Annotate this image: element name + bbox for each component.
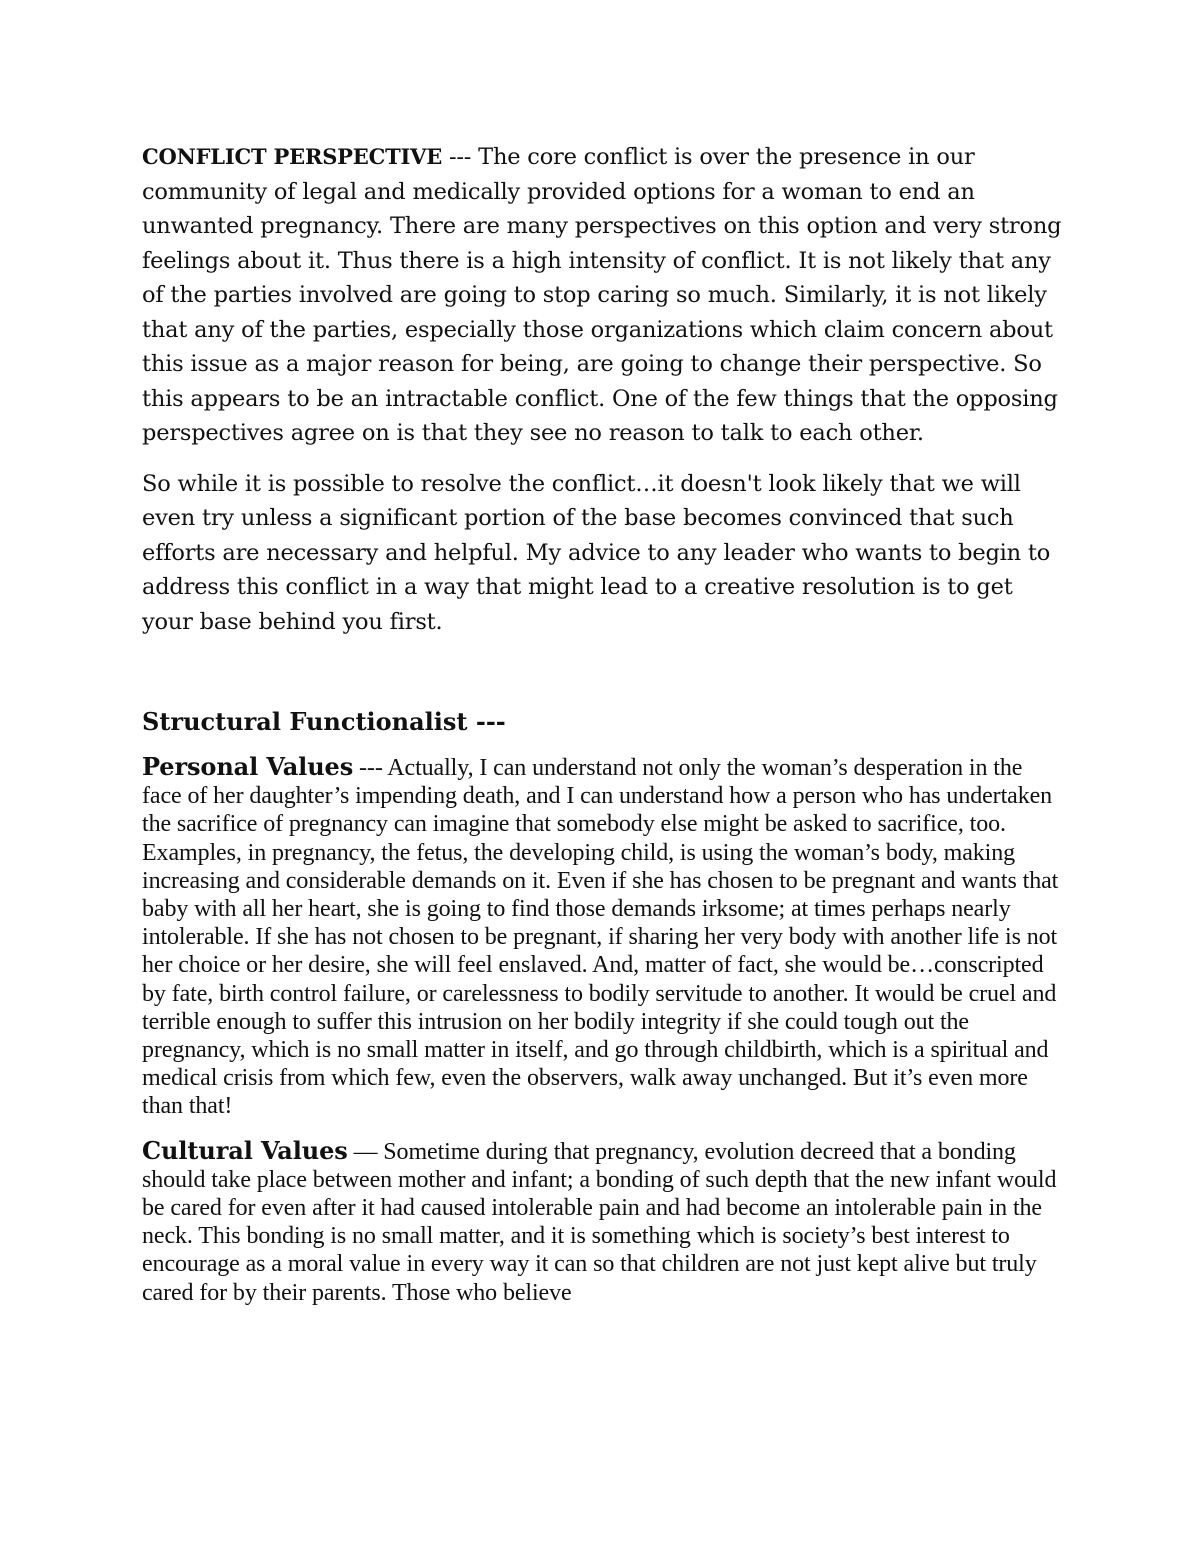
conflict-perspective-heading: CONFLICT PERSPECTIVE bbox=[142, 144, 443, 169]
personal-values-paragraph bbox=[142, 753, 1062, 1121]
conflict-followup-paragraph: So while it is possible to resolve the conflict…it doesn't look likely that we will even try unless a significant portion of the base becomes convinced that such efforts are necessary and helpful. My advice to any leader who wants to begin to address this conflict in a way that might lead to a creative resolution is to get your base behind you first. bbox=[142, 470, 1051, 635]
document-page bbox=[142, 140, 1062, 1323]
cultural-values-paragraph bbox=[142, 1137, 1062, 1307]
conflict-perspective-paragraph bbox=[142, 140, 1062, 451]
cultural-values-text: –– Sometime during that pregnancy, evolution decreed that a bonding should take place between mother and infant; a bonding of such depth that the new infant would be cared for even after it had caused intolerable pain and had become an intolerable pain in the neck. This bonding is no small matter, and it is something which is society’s best interest to encourage as a moral value in every way it can so that children are not just kept alive but truly cared for by their parents. Those who believe bbox=[142, 1138, 1057, 1306]
personal-values-text: --- Actually, I can understand not only the woman’s desperation in the face of her daughter’s impending death, and I can understand how a person who has undertaken the sacrifice of pregnancy can imagine that somebody else might be asked to sacrifice, too. Examples, in pregnancy, the fetus, the developing child, is using the woman’s body, making increasing and considerable demands on it. Even if she has chosen to be pregnant and wants that baby with all her heart, she is going to find those demands irksome; at times perhaps nearly intolerable. If she has not chosen to be pregnant, if sharing her very body with another life is not her choice or her desire, she will feel enslaved. And, matter of fact, she would be…conscripted by fate, birth control failure, or carelessness to bodily servitude to another. It would be cruel and terrible enough to suffer this intrusion on her bodily integrity if she could tough out the pregnancy, which is no small matter in itself, and go through childbirth, which is a spiritual and medical crisis from which few, even the observers, walk away unchanged. But it’s even more than that! bbox=[142, 755, 1059, 1120]
personal-values-heading: Personal Values bbox=[142, 752, 354, 781]
structural-functionalist-heading: Structural Functionalist --- bbox=[142, 707, 506, 736]
cultural-values-heading: Cultural Values bbox=[142, 1135, 348, 1165]
conflict-perspective-text: --- The core conflict is over the presence in our community of legal and medically provided options for a woman to end an unwanted pregnancy. There are many perspectives on this option and very strong feelings about it. Thus there is a high intensity of conflict. It is not likely that any of the parties involved are going to stop caring so much. Similarly, it is not likely that any of the parties, especially those organizations which claim concern about this issue as a major reason for being, are going to change their perspective. So this appears to be an intractable conflict. One of the few things that the opposing perspectives agree on is that they see no reason to talk to each other. bbox=[142, 144, 1062, 446]
